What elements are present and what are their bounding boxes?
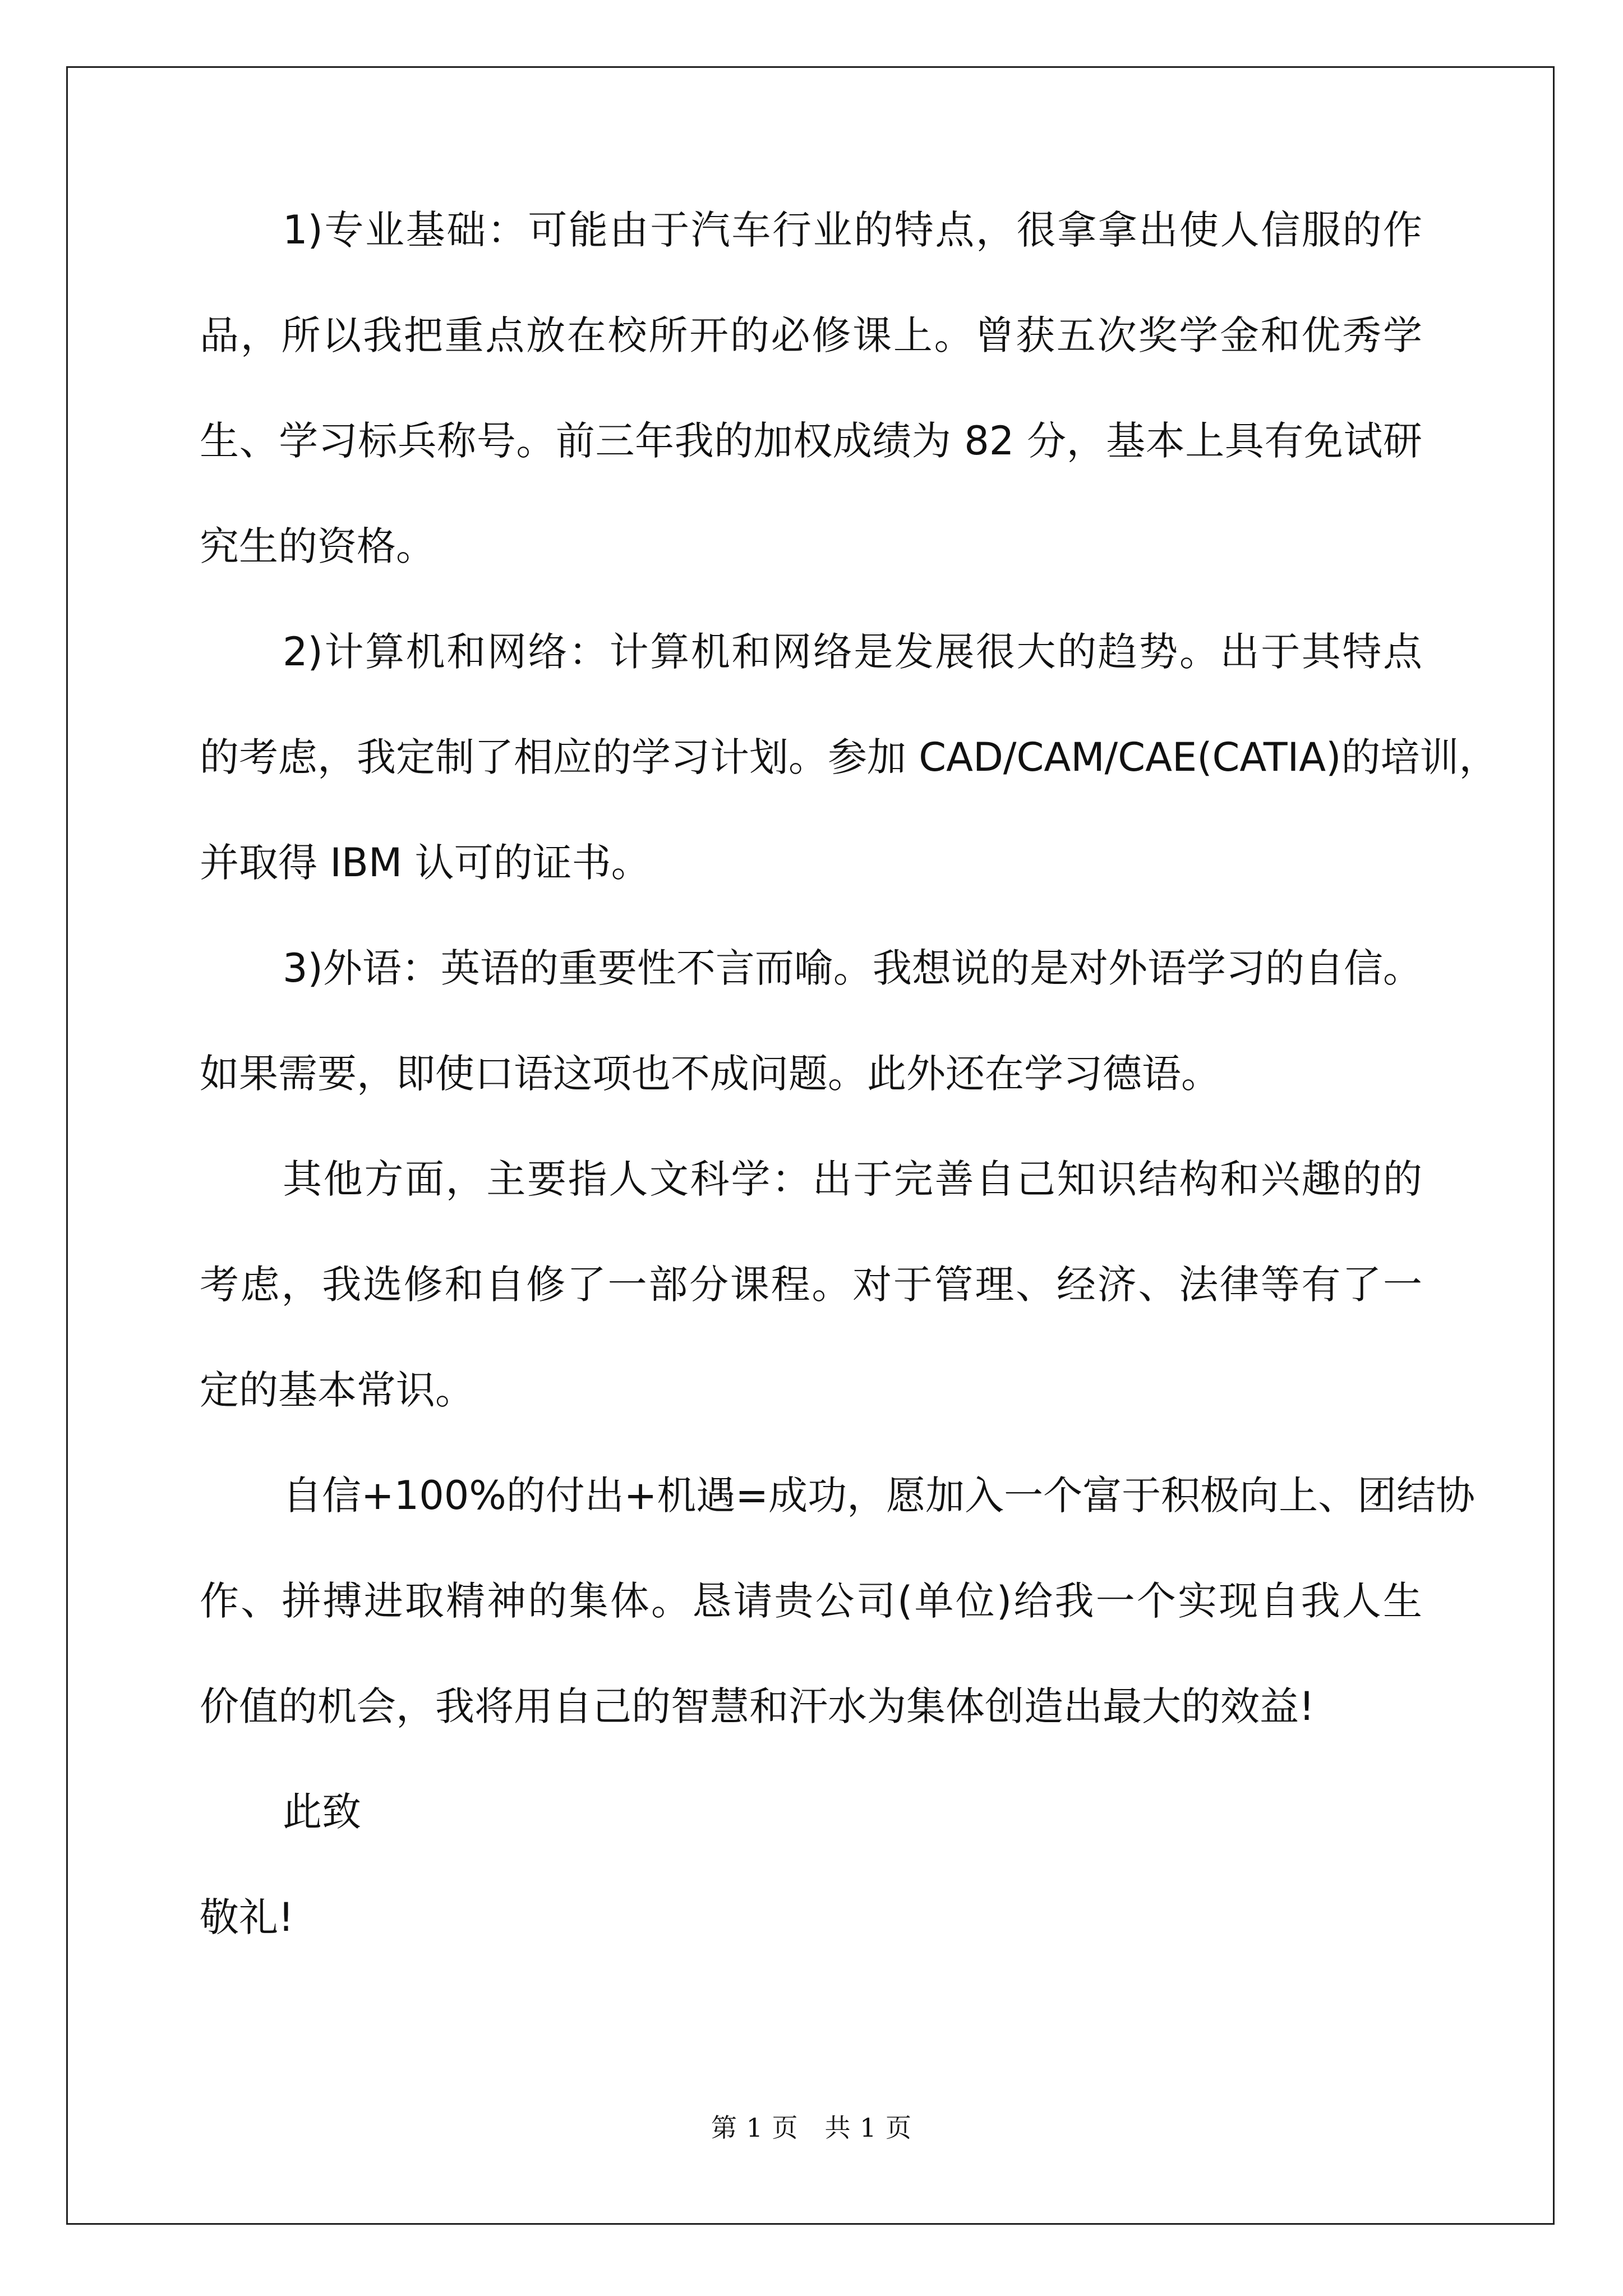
- text-line: 价值的机会，我将用自己的智慧和汗水为集体创造出最大的效益!: [200, 1683, 1315, 1729]
- text-line: 究生的资格。: [200, 523, 435, 569]
- page-number: 第 1 页 共 1 页: [711, 2113, 912, 2143]
- text-line: 如果需要，即使口语这项也不成问题。此外还在学习德语。: [200, 1051, 1220, 1097]
- text-line: 2)计算机和网络：计算机和网络是发展很大的趋势。出于其特点: [283, 629, 1422, 675]
- text-line: 定的基本常识。: [200, 1367, 474, 1413]
- text-line: 并取得 IBM 认可的证书。: [200, 840, 651, 886]
- page-footer: [0, 2112, 1623, 2143]
- closing-salutation: 此致: [283, 1789, 361, 1835]
- text-line: 其他方面，主要指人文科学：出于完善自己知识结构和兴趣的的: [283, 1156, 1422, 1202]
- text-line: 作、拼搏进取精神的集体。恳请贵公司(单位)给我一个实现自我人生: [200, 1578, 1422, 1624]
- text-line: 自信+100%的付出+机遇=成功，愿加入一个富于积极向上、团结协: [283, 1473, 1476, 1519]
- text-line: 3)外语：英语的重要性不言而喻。我想说的是对外语学习的自信。: [283, 945, 1422, 991]
- closing-regards: 敬礼!: [200, 1894, 294, 1940]
- text-line: 品，所以我把重点放在校所开的必修课上。曾获五次奖学金和优秀学: [200, 312, 1422, 358]
- text-line: 考虑，我选修和自修了一部分课程。对于管理、经济、法律等有了一: [200, 1262, 1422, 1308]
- text-line: 的考虑，我定制了相应的学习计划。参加 CAD/CAM/CAE(CATIA)的培训，: [200, 734, 1498, 780]
- text-line: 1)专业基础：可能由于汽车行业的特点，很拿拿出使人信服的作: [283, 207, 1422, 253]
- text-line: 生、学习标兵称号。前三年我的加权成绩为 82 分，基本上具有免试研: [200, 418, 1422, 464]
